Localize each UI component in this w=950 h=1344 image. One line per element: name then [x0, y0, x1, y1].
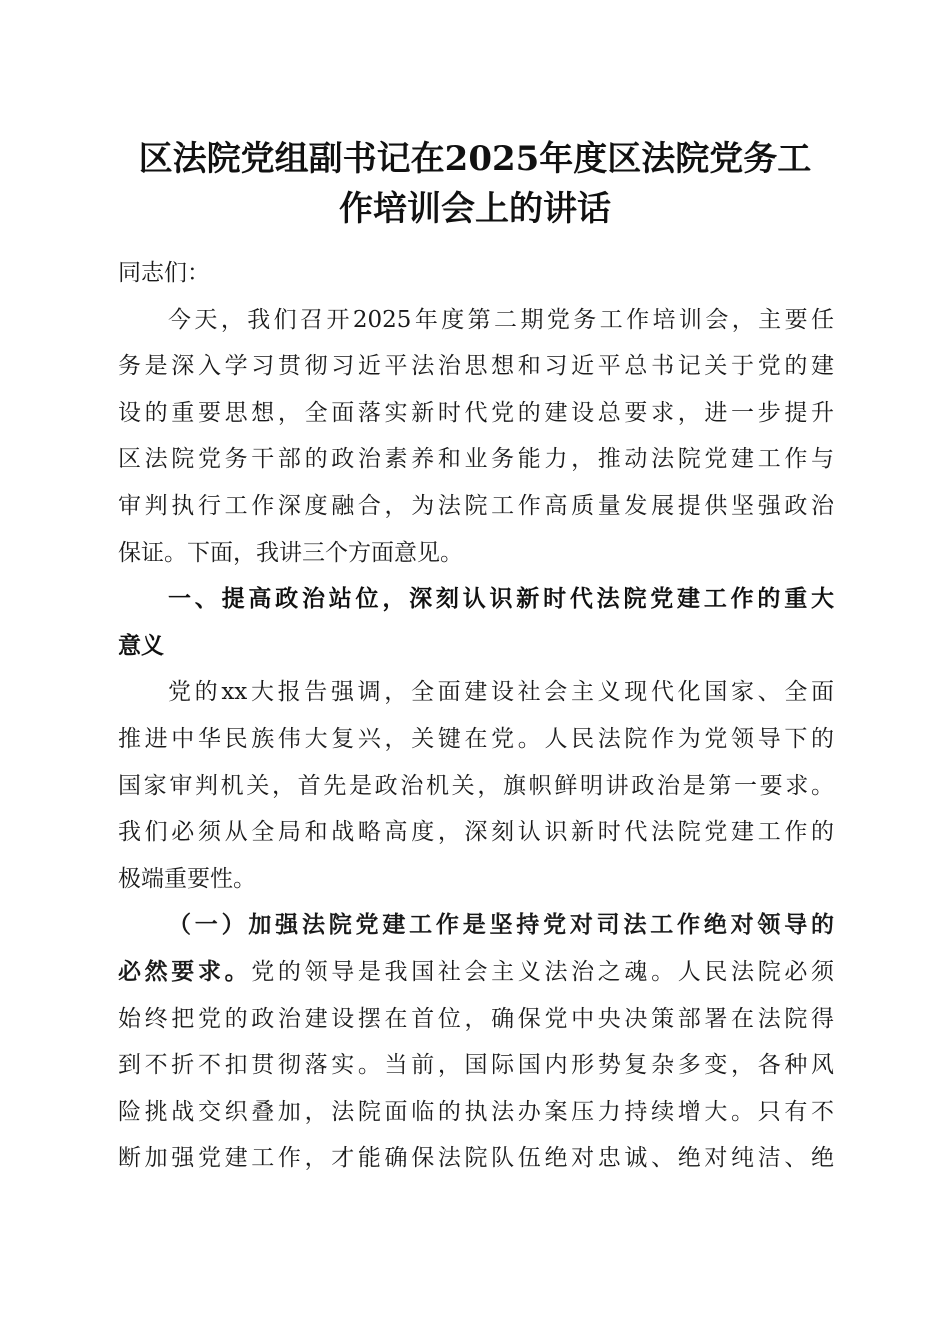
title-line: 区法院党组副书记在2025年度区法院党务工: [138, 139, 812, 179]
intro-line: 今天，我们召开2025年度第二期党务工作培训会，主要任: [168, 306, 834, 333]
subsection-heading: （一）加强法院党建工作是坚持党对司法工作绝对领导的: [168, 911, 834, 939]
subsection-line: 险挑战交织叠加，法院面临的执法办案压力持续增大。只有不: [118, 1098, 834, 1125]
intro-line: 务是深入学习贯彻习近平法治思想和习近平总书记关于党的建: [118, 353, 834, 380]
section-heading: 意义: [118, 632, 164, 659]
document-title: [100, 134, 850, 234]
section-paragraph-line: 国家审判机关，首先是政治机关，旗帜鲜明讲政治是第一要求。: [118, 772, 834, 799]
subsection-heading-end: 必然要求。: [118, 957, 252, 985]
subsection-text: 党的领导是我国社会主义法治之魂。人民法院必须: [251, 958, 835, 985]
section-paragraph-line: 党的xx大报告强调，全面建设社会主义现代化国家、全面: [168, 679, 834, 706]
title-line: 作培训会上的讲话: [339, 189, 611, 229]
salutation: 同志们：: [118, 260, 210, 286]
subsection-line: 始终把党的政治建设摆在首位，确保党中央决策部署在法院得: [118, 1005, 834, 1032]
section-paragraph-line: 推进中华民族伟大复兴，关键在党。人民法院作为党领导下的: [118, 725, 834, 752]
intro-line: 审判执行工作深度融合，为法院工作高质量发展提供坚强政治: [118, 492, 834, 519]
intro-line: 区法院党务干部的政治素养和业务能力，推动法院党建工作与: [118, 446, 834, 473]
subsection-line: 断加强党建工作，才能确保法院队伍绝对忠诚、绝对纯洁、绝: [118, 1145, 834, 1172]
section-paragraph-line: 极端重要性。: [118, 865, 256, 892]
intro-line: 保证。下面，我讲三个方面意见。: [118, 539, 463, 566]
section-paragraph-line: 我们必须从全局和战略高度，深刻认识新时代法院党建工作的: [118, 819, 834, 846]
subsection-line: 到不折不扣贯彻落实。当前，国际国内形势复杂多变，各种风: [118, 1052, 834, 1079]
document-body: [118, 250, 834, 1182]
section-heading: 一、提高政治站位，深刻认识新时代法院党建工作的重大: [168, 586, 834, 613]
intro-line: 设的重要思想，全面落实新时代党的建设总要求，进一步提升: [118, 399, 834, 426]
subsection-line: [118, 949, 834, 996]
